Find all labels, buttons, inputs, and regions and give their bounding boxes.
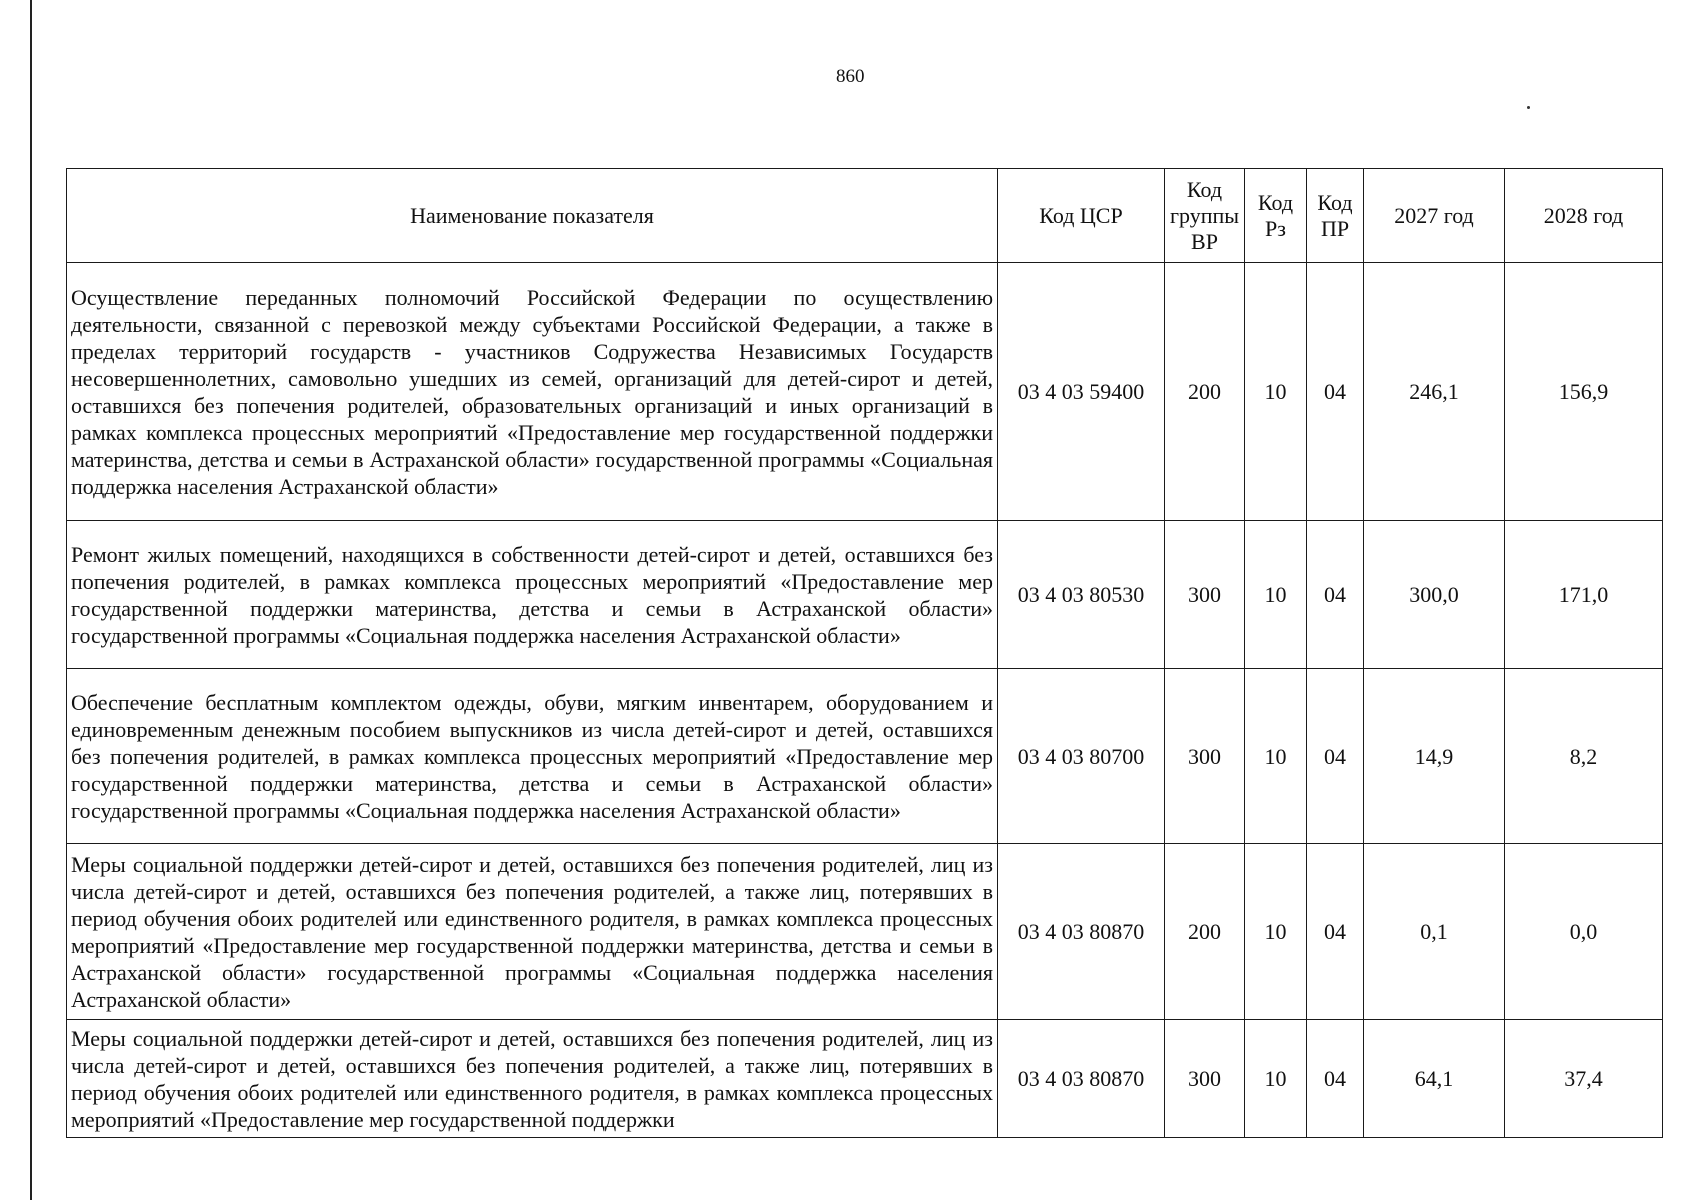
rz-code-cell: 10 [1245,263,1307,521]
rz-code-cell: 10 [1245,521,1307,669]
rz-code-cell: 10 [1245,669,1307,844]
rz-code-cell: 10 [1245,1020,1307,1138]
value-2027-cell: 246,1 [1364,263,1505,521]
header-year-2028: 2028 год [1505,169,1663,263]
table-header-row [67,169,1663,263]
page-number: 860 [836,66,865,87]
csr-code-cell: 03 4 03 80870 [998,844,1165,1020]
header-vr-group-code: Код группы ВР [1165,169,1245,263]
indicator-name-cell: Обеспечение бесплатным комплектом одежды, обуви, мягким инвентарем, оборудованием и единовременным денежным пособием выпускников из числа детей-сирот и детей, оставшихся без попечения родителей, в рамках комплекса процессных мероприятий «Предоставление мер государственной поддержки материнства, детства и семьи в Астраханской области» государственной программы «Социальная поддержка населения Астраханской области» [67,669,998,844]
pr-code-cell: 04 [1307,1020,1364,1138]
value-2028-cell: 156,9 [1505,263,1663,521]
table-row [67,263,1663,521]
header-csr-code: Код ЦСР [998,169,1165,263]
scan-speck [1527,106,1530,109]
csr-code-cell: 03 4 03 80530 [998,521,1165,669]
indicator-name-cell: Меры социальной поддержки детей-сирот и детей, оставшихся без попечения родителей, лиц из числа детей-сирот и детей, оставшихся без попечения родителей, а также лиц, потерявших в период обучения обоих родителей или единственного родителя, в рамках комплекса процессных мероприятий «Предоставление мер государственной поддержки материнства, детства и семьи в Астраханской области» государственной программы «Социальная поддержка населения Астраханской области» [67,844,998,1020]
csr-code-cell: 03 4 03 80870 [998,1020,1165,1138]
vr-code-cell: 300 [1165,521,1245,669]
pr-code-cell: 04 [1307,521,1364,669]
table-row [67,844,1663,1020]
table-row [67,669,1663,844]
vr-code-cell: 200 [1165,844,1245,1020]
vr-code-cell: 300 [1165,669,1245,844]
table-row [67,1020,1663,1138]
vr-code-cell: 200 [1165,263,1245,521]
header-year-2027: 2027 год [1364,169,1505,263]
budget-table [66,168,1663,1138]
csr-code-cell: 03 4 03 59400 [998,263,1165,521]
csr-code-cell: 03 4 03 80700 [998,669,1165,844]
vr-code-cell: 300 [1165,1020,1245,1138]
value-2028-cell: 37,4 [1505,1020,1663,1138]
table-row [67,521,1663,669]
indicator-name-cell: Ремонт жилых помещений, находящихся в собственности детей-сирот и детей, оставшихся без попечения родителей, в рамках комплекса процессных мероприятий «Предоставление мер государственной поддержки материнства, детства и семьи в Астраханской области» государственной программы «Социальная поддержка населения Астраханской области» [67,521,998,669]
value-2027-cell: 0,1 [1364,844,1505,1020]
header-rz-code: Код Рз [1245,169,1307,263]
value-2027-cell: 14,9 [1364,669,1505,844]
scan-edge-line [30,0,32,1200]
value-2028-cell: 0,0 [1505,844,1663,1020]
indicator-name-cell: Осуществление переданных полномочий Российской Федерации по осуществлению деятельности, связанной с перевозкой между субъектами Российской Федерации, а также в пределах территорий государств - участников Содружества Независимых Государств несовершеннолетних, самовольно ушедших из семей, организаций для детей-сирот и детей, оставшихся без попечения родителей, образовательных организаций и иных организаций в рамках комплекса процессных мероприятий «Предоставление мер государственной поддержки материнства, детства и семьи в Астраханской области» государственной программы «Социальная поддержка населения Астраханской области» [67,263,998,521]
value-2028-cell: 8,2 [1505,669,1663,844]
pr-code-cell: 04 [1307,844,1364,1020]
value-2028-cell: 171,0 [1505,521,1663,669]
header-indicator-name: Наименование показателя [67,169,998,263]
pr-code-cell: 04 [1307,263,1364,521]
indicator-name-cell: Меры социальной поддержки детей-сирот и детей, оставшихся без попечения родителей, лиц из числа детей-сирот и детей, оставшихся без попечения родителей, а также лиц, потерявших в период обучения обоих родителей или единственного родителя, в рамках комплекса процессных мероприятий «Предоставление мер государственной поддержки [67,1020,998,1138]
header-pr-code: Код ПР [1307,169,1364,263]
rz-code-cell: 10 [1245,844,1307,1020]
value-2027-cell: 64,1 [1364,1020,1505,1138]
pr-code-cell: 04 [1307,669,1364,844]
value-2027-cell: 300,0 [1364,521,1505,669]
